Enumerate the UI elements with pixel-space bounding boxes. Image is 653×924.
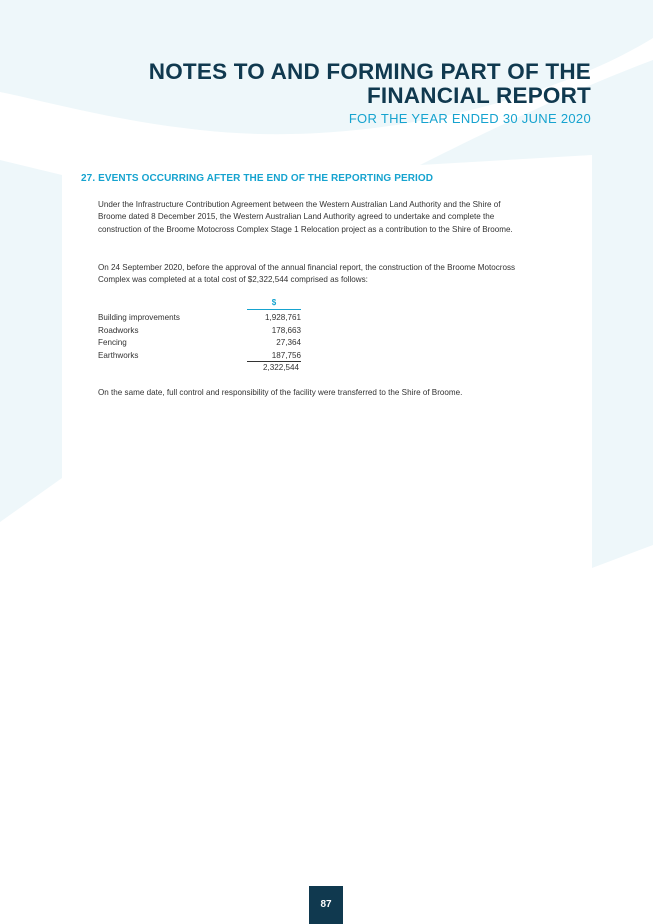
row-value: 187,756 — [271, 350, 301, 360]
table-row — [98, 313, 303, 326]
total-divider — [247, 361, 301, 362]
row-value: 1,928,761 — [264, 313, 301, 322]
paragraph-completion: On 24 September 2020, before the approval of the annual financial report, the construction of the Broome Motocross Complex was completed at a total cost of $2,322,544 comprised as follows: — [98, 263, 516, 285]
row-label: Roadworks — [98, 325, 139, 335]
table-row — [98, 326, 303, 339]
row-value: 178,663 — [271, 325, 301, 335]
paragraph-agreement: Under the Infrastructure Contribution Agreement between the Western Australian Land Authority and the Shire of Broome dated 8 December 2015, the Western Australian Land Authority agreed to undertake and complete the construction of the Broome Motocross Complex Stage 1 Relocation project as a contribution to the Shire of Broome. — [98, 200, 513, 234]
row-label: Earthworks — [98, 350, 139, 360]
page-number: 87 — [320, 899, 332, 910]
paragraph-transfer: On the same date, full control and responsibility of the facility were transferred to the Shire of Broome. — [98, 388, 463, 397]
total-value: 2,322,544 — [262, 363, 299, 372]
currency-header: $ — [247, 298, 301, 310]
row-label: Fencing — [98, 338, 127, 347]
page-title: NOTES TO AND FORMING PART OF THE FINANCIAL REPORT — [148, 59, 591, 108]
row-value: 27,364 — [276, 338, 301, 347]
row-label: Building improvements — [98, 313, 180, 322]
table-row — [98, 338, 303, 351]
page-number-badge — [309, 886, 343, 924]
page-subtitle: FOR THE YEAR ENDED 30 JUNE 2020 — [348, 111, 591, 126]
section-heading: 27. EVENTS OCCURRING AFTER THE END OF THE REPORTING PERIOD — [81, 173, 434, 184]
